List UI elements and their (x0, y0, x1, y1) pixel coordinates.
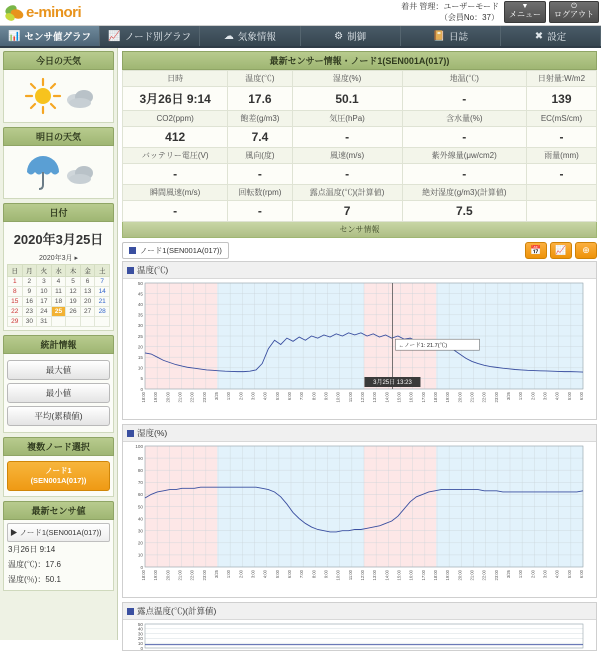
sensor-label: 日射量:W/m2 (526, 71, 596, 87)
svg-text:23:00: 23:00 (493, 570, 499, 581)
cloud-icon: ☁ (223, 30, 234, 42)
svg-text:80: 80 (137, 468, 143, 473)
sensor-label: 温度(℃) (228, 71, 292, 87)
node-select-body (3, 456, 114, 497)
svg-text:5:00: 5:00 (566, 392, 572, 401)
calendar-day[interactable]: 6 (80, 277, 95, 287)
sensor-value-row (123, 201, 597, 222)
svg-text:15:00: 15:00 (396, 392, 402, 403)
svg-text:3:00: 3:00 (250, 392, 256, 401)
sensor-label-row (123, 148, 597, 164)
tab-label: ノード別グラフ (124, 32, 192, 43)
sensor-label: 風速(m/s) (292, 148, 402, 164)
sensor-info-table (122, 70, 597, 222)
stats-body (3, 354, 114, 433)
svg-text:1:00: 1:00 (518, 570, 524, 579)
sensor-label: 飽差(g/m3) (228, 111, 292, 127)
calendar-day[interactable]: 11 (51, 287, 66, 297)
humidity-chart-box (122, 424, 597, 598)
calendar-day[interactable]: 15 (8, 297, 23, 307)
svg-text:0: 0 (140, 386, 143, 392)
svg-text:20: 20 (137, 540, 143, 546)
calendar-day[interactable]: 10 (37, 287, 52, 297)
calendar-day[interactable]: 9 (22, 287, 37, 297)
calendar-day[interactable]: 18 (51, 297, 66, 307)
svg-text:21:00: 21:00 (469, 392, 475, 403)
calendar-icon-button[interactable]: 📅 (525, 242, 547, 259)
calendar-day[interactable]: 27 (80, 307, 95, 317)
sensor-label: 湿度(%) (292, 71, 402, 87)
svg-text:4:00: 4:00 (554, 392, 560, 401)
sensor-value: - (402, 127, 526, 148)
node-button-line1: ノード1 (45, 466, 72, 475)
calendar-week (8, 317, 110, 327)
graph-icon-button[interactable]: 📈 (550, 242, 572, 259)
svg-text:23:00: 23:00 (201, 392, 207, 403)
svg-text:20:00: 20:00 (165, 392, 171, 403)
user-member-no: （会員No：37） (439, 13, 499, 22)
tomorrow-weather-body (3, 146, 114, 199)
svg-text:45: 45 (137, 291, 143, 297)
latest-humidity: 湿度(％)：50.1 (8, 575, 61, 584)
sensor-value: 7.4 (228, 127, 292, 148)
sensor-label: 風向(度) (228, 148, 292, 164)
dewpoint-chart-area[interactable] (123, 620, 596, 650)
svg-text:7:00: 7:00 (299, 392, 305, 401)
sensor-label: 気圧(hPa) (292, 111, 402, 127)
calendar-day[interactable]: 20 (80, 297, 95, 307)
tab-settings[interactable] (501, 26, 601, 46)
calendar-weekday-row (8, 265, 110, 277)
weekday: 火 (37, 265, 52, 277)
sensor-value: 7 (292, 201, 402, 222)
svg-text:11:00: 11:00 (347, 392, 353, 403)
svg-text:0: 0 (140, 645, 143, 651)
node-1-button[interactable] (7, 461, 110, 491)
sensor-value: - (123, 164, 228, 185)
humidity-chart-area[interactable] (123, 442, 596, 597)
calendar-day[interactable]: 5 (66, 277, 81, 287)
power-icon: ⏻ (571, 3, 577, 10)
svg-text:6:00: 6:00 (579, 570, 584, 579)
node-legend-chip[interactable] (122, 242, 229, 259)
sensor-label: CO2(ppm) (123, 111, 228, 127)
calendar[interactable] (7, 252, 110, 327)
leaf-icon (4, 3, 26, 23)
svg-text:0: 0 (140, 564, 143, 570)
svg-text:1:00: 1:00 (226, 570, 232, 579)
max-value-button[interactable]: 最大値 (7, 360, 110, 380)
sensor-label: 紫外線量(μw/cm2) (402, 148, 526, 164)
svg-text:25: 25 (137, 333, 143, 339)
tab-label: 日誌 (448, 32, 468, 43)
calendar-caption[interactable]: 2020年3月 ▸ (39, 255, 78, 262)
gear-icon: ⚙ (334, 30, 344, 42)
sensor-value: - (526, 164, 596, 185)
svg-text:13:00: 13:00 (372, 392, 378, 403)
sidebar (0, 48, 118, 640)
node-select-panel (3, 437, 114, 497)
today-weather-panel (3, 51, 114, 123)
svg-text:5:00: 5:00 (566, 570, 572, 579)
svg-text:4:00: 4:00 (554, 570, 560, 579)
svg-text:11:00: 11:00 (347, 570, 353, 581)
cloud-icon (65, 159, 95, 185)
calendar-day[interactable]: 30 (22, 317, 37, 327)
tomorrow-weather-icons (7, 149, 110, 195)
main-content (118, 48, 601, 651)
svg-text:1:00: 1:00 (518, 392, 524, 401)
svg-text:22:00: 22:00 (481, 392, 487, 403)
page-body (0, 48, 601, 651)
weekday: 土 (95, 265, 110, 277)
chevron-down-icon: ▼ (521, 3, 529, 10)
svg-text:19:00: 19:00 (153, 570, 159, 581)
svg-text:22:00: 22:00 (189, 570, 195, 581)
sensor-value: - (526, 127, 596, 148)
sensor-value: 7.5 (402, 201, 526, 222)
svg-text:23:00: 23:00 (493, 392, 499, 403)
svg-text:21:00: 21:00 (469, 570, 475, 581)
sensor-value: 17.6 (228, 87, 292, 111)
calendar-day[interactable] (51, 317, 66, 327)
svg-text:15:00: 15:00 (396, 570, 402, 581)
user-name: 着井 管理：ユーザーモード (401, 2, 499, 11)
sensor-value-row (123, 87, 597, 111)
svg-text:5:00: 5:00 (274, 570, 280, 579)
svg-text:17:00: 17:00 (420, 392, 426, 403)
svg-text:19:00: 19:00 (445, 392, 451, 403)
logout-button[interactable] (549, 1, 599, 23)
sensor-label: 露点温度(℃)(計算値) (292, 185, 402, 201)
sensor-label: EC(mS/cm) (526, 111, 596, 127)
latest-sensor-title: 最新センサ値 (3, 501, 114, 520)
stats-panel (3, 335, 114, 433)
weekday: 日 (8, 265, 23, 277)
sensor-label-row (123, 71, 597, 87)
svg-text:22:00: 22:00 (481, 570, 487, 581)
svg-text:3:00: 3:00 (542, 392, 548, 401)
svg-text:5: 5 (140, 376, 143, 382)
umbrella-icon (23, 152, 63, 192)
calendar-day[interactable]: 8 (8, 287, 23, 297)
svg-text:70: 70 (137, 480, 143, 486)
menu-label: メニュー (509, 10, 541, 19)
svg-text:18:00: 18:00 (433, 570, 438, 581)
sensor-value-row (123, 127, 597, 148)
average-value-button[interactable]: 平均(累積値) (7, 406, 110, 426)
tab-label: 気象情報 (237, 32, 276, 43)
sensor-value: 139 (526, 87, 596, 111)
calendar-day[interactable]: 14 (95, 287, 110, 297)
latest-timestamp: 3月26日 9:14 (8, 545, 56, 554)
svg-text:3/26: 3/26 (506, 392, 511, 401)
calendar-day[interactable]: 3 (37, 277, 52, 287)
svg-text:30: 30 (137, 631, 143, 637)
tab-sensor-graph[interactable] (0, 26, 100, 46)
calendar-day[interactable]: 16 (22, 297, 37, 307)
svg-text:100: 100 (135, 443, 143, 449)
dewpoint-chart-box (122, 602, 597, 651)
sensor-value: 3月26日 9:14 (123, 87, 228, 111)
svg-text:20:00: 20:00 (457, 570, 463, 581)
date-panel (3, 203, 114, 331)
svg-text:3:00: 3:00 (250, 570, 256, 579)
sensor-value-row (123, 164, 597, 185)
calendar-day[interactable]: 2 (22, 277, 37, 287)
svg-text:6:00: 6:00 (579, 392, 584, 401)
svg-text:20: 20 (137, 344, 143, 350)
tab-label: 制御 (347, 32, 367, 43)
svg-text:2:00: 2:00 (238, 570, 244, 579)
sensor-value: - (402, 87, 526, 111)
sensor-label: 含水量(%) (402, 111, 526, 127)
node-button-line2: (SEN001A(017)) (30, 476, 87, 485)
svg-text:3/25: 3/25 (214, 392, 219, 401)
sensor-label-row (123, 111, 597, 127)
sensor-value: - (292, 127, 402, 148)
svg-text:60: 60 (137, 492, 143, 498)
svg-text:18:00: 18:00 (433, 392, 438, 403)
svg-text:18:00: 18:00 (141, 392, 146, 403)
calendar-day[interactable]: 7 (95, 277, 110, 287)
svg-text:19:00: 19:00 (445, 570, 451, 581)
calendar-day[interactable]: 21 (95, 297, 110, 307)
latest-sensor-body (3, 520, 114, 591)
svg-text:10:00: 10:00 (335, 570, 341, 581)
svg-text:15: 15 (137, 355, 143, 360)
sensor-label-row (123, 185, 597, 201)
svg-text:16:00: 16:00 (408, 570, 414, 581)
svg-text:3:00: 3:00 (542, 570, 548, 579)
sensor-label: 瞬間風速(m/s) (123, 185, 228, 201)
cross-icon: ✖ (534, 30, 544, 42)
sensor-label: 絶対湿度(g/m3)(計算値) (402, 185, 526, 201)
sensor-label: 日時 (123, 71, 228, 87)
line-chart-icon: 📈 (108, 30, 121, 42)
svg-text:20:00: 20:00 (165, 570, 171, 581)
tab-node-graph[interactable] (100, 26, 200, 46)
svg-text:2:00: 2:00 (238, 392, 244, 401)
sensor-label: 地温(℃) (402, 71, 526, 87)
main-tabbar (0, 26, 601, 48)
svg-text:9:00: 9:00 (323, 570, 329, 579)
svg-text:9:00: 9:00 (323, 392, 329, 401)
date-title: 日付 (3, 203, 114, 222)
svg-text:7:00: 7:00 (299, 570, 305, 579)
svg-text:21:00: 21:00 (177, 392, 183, 403)
chart-title-text: 温度(℃) (137, 265, 169, 275)
calendar-day[interactable]: 19 (66, 297, 81, 307)
svg-text:2:00: 2:00 (530, 570, 536, 579)
cloud-icon (65, 83, 95, 109)
weekday: 金 (80, 265, 95, 277)
series-color-swatch (127, 608, 134, 615)
zoom-icon-button[interactable]: ⊕ (575, 242, 597, 259)
svg-text:10: 10 (137, 552, 143, 558)
chart-title-text: 湿度(%) (137, 428, 168, 438)
calendar-day[interactable]: 29 (8, 317, 23, 327)
svg-text:30: 30 (137, 528, 143, 534)
svg-text:35: 35 (137, 312, 143, 318)
sensor-value: - (402, 164, 526, 185)
tomorrow-weather-title: 明日の天気 (3, 127, 114, 146)
svg-text:40: 40 (137, 516, 143, 522)
sun-icon (23, 76, 63, 116)
svg-text:3/26: 3/26 (506, 570, 511, 579)
header-right (401, 1, 599, 23)
svg-text:14:00: 14:00 (384, 392, 390, 403)
sensor-label: 回転数(rpm) (228, 185, 292, 201)
calendar-day-selected[interactable]: 25 (51, 307, 66, 317)
calendar-day[interactable] (95, 317, 110, 327)
svg-text:10:00: 10:00 (335, 392, 341, 403)
logout-label: ログアウト (554, 10, 594, 19)
chart-title-text: 露点温度(℃)(計算値) (137, 606, 217, 616)
calendar-day[interactable]: 26 (66, 307, 81, 317)
svg-text:20:00: 20:00 (457, 392, 463, 403)
legend-label: ノード1(SEN001A(017)) (140, 246, 222, 255)
menu-button[interactable] (504, 1, 546, 23)
tab-weather[interactable] (200, 26, 300, 46)
calendar-day[interactable]: 13 (80, 287, 95, 297)
weekday: 木 (66, 265, 81, 277)
bar-chart-icon: 📊 (8, 30, 21, 42)
svg-text:8:00: 8:00 (311, 570, 317, 579)
calendar-week (8, 287, 110, 297)
node-select-title: 複数ノード選択 (3, 437, 114, 456)
svg-text:40: 40 (137, 302, 143, 307)
svg-text:2:00: 2:00 (530, 392, 536, 401)
dewpoint-chart-title (123, 603, 596, 620)
node-legend-row (122, 242, 597, 259)
temperature-chart-area[interactable] (123, 279, 596, 419)
calendar-day[interactable]: 1 (8, 277, 23, 287)
latest-node-row[interactable]: ▶ ノード1(SEN001A(017)) (7, 523, 110, 542)
weekday: 月 (22, 265, 37, 277)
min-value-button[interactable]: 最小値 (7, 383, 110, 403)
svg-text:16:00: 16:00 (408, 392, 414, 403)
tab-control[interactable] (301, 26, 401, 46)
calendar-day[interactable]: 12 (66, 287, 81, 297)
calendar-day[interactable]: 22 (8, 307, 23, 317)
svg-text:8:00: 8:00 (311, 392, 317, 401)
tomorrow-weather-panel (3, 127, 114, 199)
weekday: 水 (51, 265, 66, 277)
svg-text:40: 40 (137, 626, 143, 632)
calendar-day[interactable]: 17 (37, 297, 52, 307)
sensor-value: - (228, 201, 292, 222)
notebook-icon: 📔 (432, 30, 445, 42)
sensor-value: - (228, 164, 292, 185)
selected-date: 2020年3月25日 (13, 232, 104, 247)
svg-text:19:00: 19:00 (153, 392, 159, 403)
calendar-week (8, 297, 110, 307)
calendar-day[interactable]: 28 (95, 307, 110, 317)
sensor-label (526, 185, 596, 201)
tab-label: 設定 (547, 32, 567, 43)
calendar-day[interactable]: 23 (22, 307, 37, 317)
series-color-swatch (127, 430, 134, 437)
svg-text:30: 30 (137, 323, 143, 329)
calendar-week (8, 307, 110, 317)
svg-text:6:00: 6:00 (287, 570, 292, 579)
tab-journal[interactable] (401, 26, 501, 46)
svg-text:3/25: 3/25 (214, 570, 219, 579)
svg-text:10: 10 (137, 641, 143, 646)
svg-text:18:00: 18:00 (141, 570, 146, 581)
svg-text:23:00: 23:00 (201, 570, 207, 581)
calendar-day[interactable] (66, 317, 81, 327)
calendar-week (8, 277, 110, 287)
calendar-day[interactable]: 4 (51, 277, 66, 287)
legend-color-swatch (129, 247, 136, 254)
svg-text:22:00: 22:00 (189, 392, 195, 403)
today-weather-icons (7, 73, 110, 119)
logo-text: e-minori (26, 4, 82, 21)
svg-text:90: 90 (137, 455, 143, 461)
sensor-value: - (123, 201, 228, 222)
svg-text:50: 50 (137, 280, 143, 286)
temperature-chart-title (123, 262, 596, 279)
svg-text:17:00: 17:00 (420, 570, 426, 581)
svg-text:4:00: 4:00 (262, 570, 268, 579)
sensor-info-footer: センサ情報 (122, 222, 597, 238)
tab-label: センサ値グラフ (24, 32, 92, 43)
sensor-value: 50.1 (292, 87, 402, 111)
svg-text:50: 50 (137, 504, 143, 510)
sensor-value (526, 201, 596, 222)
series-color-swatch (127, 267, 134, 274)
svg-text:10: 10 (137, 365, 143, 371)
svg-text:50: 50 (137, 621, 143, 627)
user-info (401, 1, 501, 23)
sensor-value: - (292, 164, 402, 185)
svg-text:20: 20 (137, 636, 143, 642)
svg-text:6:00: 6:00 (287, 392, 292, 401)
logo[interactable] (0, 3, 81, 23)
svg-text:←ノード1: 21.7(℃): ←ノード1: 21.7(℃) (398, 342, 448, 349)
latest-temperature: 温度(℃)：17.6 (8, 560, 61, 569)
svg-text:13:00: 13:00 (372, 570, 378, 581)
calendar-day[interactable]: 24 (37, 307, 52, 317)
today-weather-title: 今日の天気 (3, 51, 114, 70)
humidity-chart-title (123, 425, 596, 442)
calendar-day[interactable] (80, 317, 95, 327)
svg-text:1:00: 1:00 (226, 392, 232, 401)
sensor-label: 雨量(mm) (526, 148, 596, 164)
svg-text:3月25日 13:23: 3月25日 13:23 (373, 380, 412, 386)
svg-text:4:00: 4:00 (262, 392, 268, 401)
sensor-value: 412 (123, 127, 228, 148)
svg-text:14:00: 14:00 (384, 570, 390, 581)
temperature-chart-box (122, 261, 597, 420)
today-weather-body (3, 70, 114, 123)
svg-text:5:00: 5:00 (274, 392, 280, 401)
calendar-day[interactable]: 31 (37, 317, 52, 327)
svg-text:12:00: 12:00 (360, 392, 365, 403)
sensor-info-header: 最新センサー情報・ノード1(SEN001A(017)) (122, 51, 597, 70)
date-body (3, 222, 114, 331)
svg-text:21:00: 21:00 (177, 570, 183, 581)
sensor-label: バッテリー電圧(V) (123, 148, 228, 164)
app-header (0, 0, 601, 26)
stats-title: 統計情報 (3, 335, 114, 354)
latest-sensor-panel (3, 501, 114, 591)
svg-text:12:00: 12:00 (360, 570, 365, 581)
